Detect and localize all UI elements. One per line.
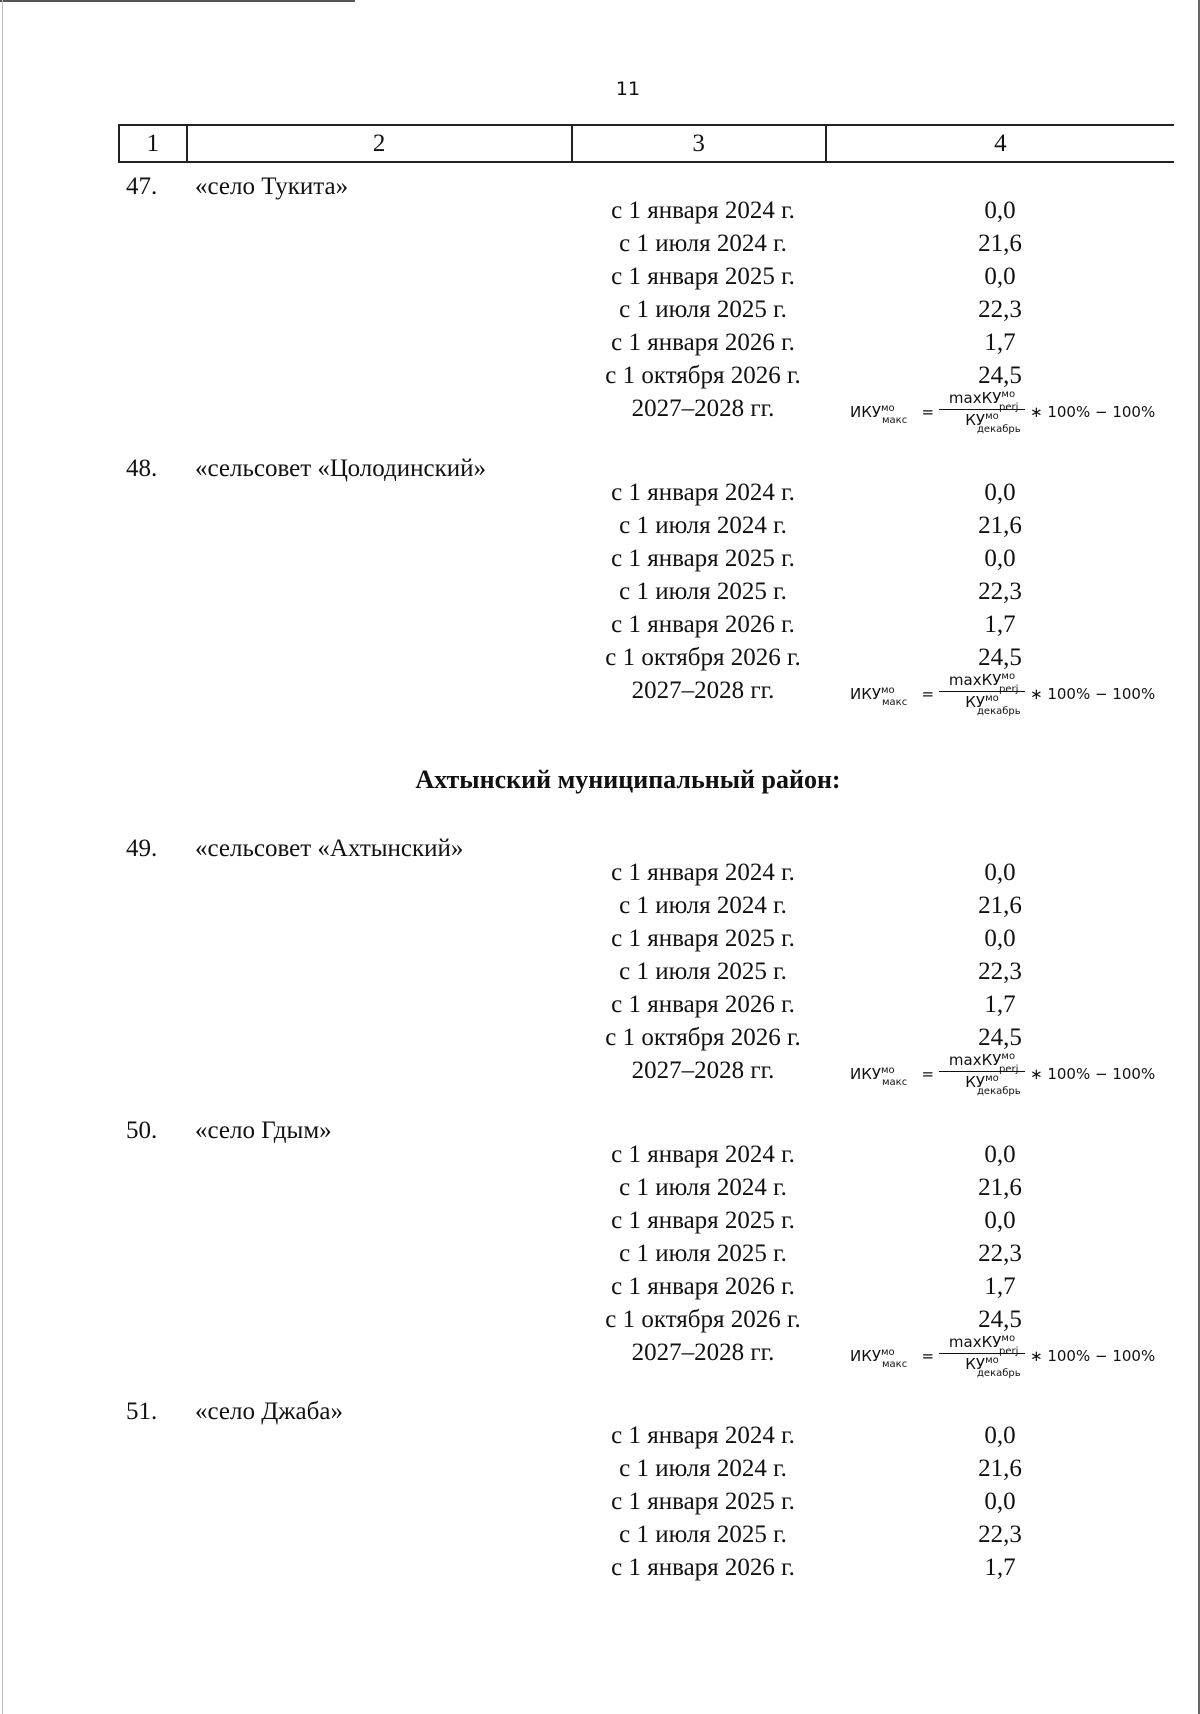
formula-num-sup: мо (1001, 389, 1016, 400)
formula-denominator (937, 1072, 1027, 1097)
formula-lhs (850, 403, 935, 426)
row-value: 24,5 (978, 362, 1022, 389)
formula-rhs: ∗ 100% − 100% (1030, 1065, 1156, 1083)
row-value: 0,0 (984, 263, 1016, 290)
entry-name: «село Джаба» (195, 1398, 343, 1425)
formula-lhs (850, 1065, 935, 1088)
row-value: 0,0 (984, 479, 1016, 506)
entry-rows (0, 856, 1200, 1100)
formula-num-main: maxКУ (948, 671, 1002, 689)
formula-numerator (937, 1331, 1027, 1357)
formula-equals: = (921, 1065, 935, 1083)
row-date: с 1 июля 2024 г. (619, 512, 787, 539)
rate-row (0, 608, 1200, 641)
formula-num-sub: perj (999, 402, 1019, 413)
formula-lhs-sup: мо (881, 685, 895, 696)
row-date: с 1 октября 2026 г. (605, 644, 801, 671)
rate-row (0, 1452, 1200, 1485)
row-date: с 1 октября 2026 г. (605, 1306, 801, 1333)
entry-rows (0, 476, 1200, 720)
formula-row (0, 389, 1200, 438)
section-title: Ахтынский муниципальный район: (415, 765, 841, 794)
entry-number: 49. (126, 835, 158, 862)
formula-den-sub: декабрь (977, 424, 1021, 435)
formula-den-sup: мо (985, 1355, 999, 1366)
formula-equals: = (921, 1347, 935, 1365)
formula-num-sup: мо (1001, 671, 1016, 682)
row-value: 1,7 (984, 1273, 1016, 1300)
formula-rhs: ∗ 100% − 100% (1030, 1347, 1156, 1365)
rate-row (0, 509, 1200, 542)
formula-den-sup: мо (985, 693, 999, 704)
formula-den-sub: декабрь (977, 1368, 1021, 1379)
page-number: 11 (615, 78, 641, 100)
formula-equals: = (921, 403, 935, 421)
formula-lhs-sup: мо (881, 1347, 895, 1358)
row-value: 21,6 (978, 512, 1022, 539)
column-header-2: 2 (187, 125, 572, 162)
iku-formula (850, 1049, 1170, 1097)
rate-row (0, 889, 1200, 922)
row-value: 1,7 (984, 611, 1016, 638)
rate-row (0, 194, 1200, 227)
row-date: с 1 января 2024 г. (611, 859, 795, 886)
formula-lhs-main: ИКУ (850, 1065, 882, 1083)
row-value: 0,0 (984, 197, 1016, 224)
formula-den-main: КУ (965, 1073, 986, 1091)
row-value: 0,0 (984, 545, 1016, 572)
rate-row (0, 293, 1200, 326)
rate-row (0, 1419, 1200, 1452)
row-date: с 1 января 2025 г. (611, 1207, 795, 1234)
row-value: 21,6 (978, 230, 1022, 257)
row-value: 21,6 (978, 892, 1022, 919)
rate-row (0, 856, 1200, 889)
row-value: 0,0 (984, 925, 1016, 952)
formula-fraction (937, 1331, 1027, 1379)
formula-numerator (937, 669, 1027, 695)
row-value: 1,7 (984, 991, 1016, 1018)
formula-num-sup: мо (1001, 1051, 1016, 1062)
row-value: 22,3 (978, 1521, 1022, 1548)
formula-den-main: КУ (965, 693, 986, 711)
row-value: 1,7 (984, 329, 1016, 356)
row-date: с 1 июля 2024 г. (619, 1174, 787, 1201)
formula-lhs-sup: мо (881, 403, 895, 414)
formula-lhs-main: ИКУ (850, 685, 882, 703)
formula-denominator (937, 410, 1027, 435)
rate-row (0, 1171, 1200, 1204)
rate-row (0, 1270, 1200, 1303)
scan-edge-top (0, 0, 355, 2)
rate-row (0, 988, 1200, 1021)
row-date: с 1 июля 2024 г. (619, 892, 787, 919)
row-date: с 1 октября 2026 г. (605, 1024, 801, 1051)
row-period: 2027–2028 гг. (631, 1339, 775, 1366)
formula-rhs: ∗ 100% − 100% (1030, 685, 1156, 703)
column-header-3: 3 (572, 125, 826, 162)
entry-name: «село Гдым» (195, 1117, 332, 1144)
row-value: 1,7 (984, 1554, 1016, 1581)
rate-row (0, 1204, 1200, 1237)
row-date: с 1 января 2024 г. (611, 1141, 795, 1168)
entry-number: 51. (126, 1398, 158, 1425)
formula-equals: = (921, 685, 935, 703)
formula-row (0, 1333, 1200, 1382)
formula-den-sub: декабрь (977, 1086, 1021, 1097)
row-value: 22,3 (978, 296, 1022, 323)
entry-name: «село Тукита» (195, 173, 349, 200)
formula-num-sup: мо (1001, 1333, 1016, 1344)
row-period: 2027–2028 гг. (631, 677, 775, 704)
formula-num-sub: perj (999, 684, 1019, 695)
formula-row (0, 1051, 1200, 1100)
formula-lhs-sub: макс (882, 415, 908, 426)
formula-den-main: КУ (965, 1355, 986, 1373)
formula-fraction (937, 1049, 1027, 1097)
entry-number: 50. (126, 1117, 158, 1144)
rate-row (0, 1518, 1200, 1551)
iku-formula (850, 387, 1170, 435)
formula-fraction (937, 387, 1027, 435)
rate-row (0, 1237, 1200, 1270)
rate-row (0, 227, 1200, 260)
formula-num-main: maxКУ (948, 389, 1002, 407)
row-date: с 1 января 2025 г. (611, 1488, 795, 1515)
formula-lhs-main: ИКУ (850, 1347, 882, 1365)
entry-number: 47. (126, 173, 158, 200)
formula-num-sub: perj (999, 1064, 1019, 1075)
rate-row (0, 1485, 1200, 1518)
row-value: 22,3 (978, 578, 1022, 605)
row-value: 0,0 (984, 1207, 1016, 1234)
row-value: 21,6 (978, 1174, 1022, 1201)
row-value: 0,0 (984, 1141, 1016, 1168)
row-period: 2027–2028 гг. (631, 1057, 775, 1084)
column-header-4: 4 (826, 125, 1174, 162)
row-date: с 1 января 2026 г. (611, 329, 795, 356)
row-date: с 1 июля 2025 г. (619, 578, 787, 605)
row-value: 24,5 (978, 1306, 1022, 1333)
rate-row (0, 476, 1200, 509)
row-date: с 1 января 2024 г. (611, 197, 795, 224)
formula-num-main: maxКУ (948, 1333, 1002, 1351)
formula-den-main: КУ (965, 411, 986, 429)
row-value: 0,0 (984, 1422, 1016, 1449)
entry-rows (0, 1419, 1200, 1584)
rate-row (0, 1551, 1200, 1584)
formula-denominator (937, 1354, 1027, 1379)
row-value: 24,5 (978, 644, 1022, 671)
row-date: с 1 июля 2025 г. (619, 296, 787, 323)
formula-lhs-sub: макс (882, 697, 908, 708)
row-date: с 1 января 2024 г. (611, 479, 795, 506)
entry-rows (0, 1138, 1200, 1382)
formula-num-main: maxКУ (948, 1051, 1002, 1069)
formula-num-sub: perj (999, 1346, 1019, 1357)
column-header-table (118, 124, 1174, 163)
formula-lhs (850, 685, 935, 708)
rate-row (0, 955, 1200, 988)
iku-formula (850, 669, 1170, 717)
row-date: с 1 января 2026 г. (611, 1554, 795, 1581)
row-date: с 1 июля 2025 г. (619, 1521, 787, 1548)
formula-lhs-sub: макс (882, 1359, 908, 1370)
rate-row (0, 326, 1200, 359)
row-period: 2027–2028 гг. (631, 395, 775, 422)
row-date: с 1 января 2024 г. (611, 1422, 795, 1449)
iku-formula (850, 1331, 1170, 1379)
formula-lhs (850, 1347, 935, 1370)
formula-fraction (937, 669, 1027, 717)
row-date: с 1 января 2025 г. (611, 263, 795, 290)
formula-den-sup: мо (985, 411, 999, 422)
row-date: с 1 июля 2024 г. (619, 230, 787, 257)
row-value: 22,3 (978, 958, 1022, 985)
row-value: 24,5 (978, 1024, 1022, 1051)
row-value: 22,3 (978, 1240, 1022, 1267)
row-date: с 1 июля 2024 г. (619, 1455, 787, 1482)
row-date: с 1 января 2026 г. (611, 611, 795, 638)
formula-rhs: ∗ 100% − 100% (1030, 403, 1156, 421)
formula-den-sub: декабрь (977, 706, 1021, 717)
row-date: с 1 июля 2025 г. (619, 958, 787, 985)
row-value: 21,6 (978, 1455, 1022, 1482)
entry-number: 48. (126, 455, 158, 482)
row-date: с 1 июля 2025 г. (619, 1240, 787, 1267)
row-date: с 1 января 2026 г. (611, 1273, 795, 1300)
row-value: 0,0 (984, 859, 1016, 886)
rate-row (0, 542, 1200, 575)
rate-row (0, 260, 1200, 293)
entry-name: «сельсовет «Ахтынский» (195, 835, 464, 862)
rate-row (0, 922, 1200, 955)
column-header-1: 1 (119, 125, 187, 162)
formula-numerator (937, 1049, 1027, 1075)
formula-lhs-main: ИКУ (850, 403, 882, 421)
row-date: с 1 октября 2026 г. (605, 362, 801, 389)
formula-lhs-sup: мо (881, 1065, 895, 1076)
row-date: с 1 января 2025 г. (611, 925, 795, 952)
entry-rows (0, 194, 1200, 438)
formula-row (0, 671, 1200, 720)
row-value: 0,0 (984, 1488, 1016, 1515)
formula-numerator (937, 387, 1027, 413)
row-date: с 1 января 2026 г. (611, 991, 795, 1018)
rate-row (0, 575, 1200, 608)
entry-name: «сельсовет «Цолодинский» (195, 455, 487, 482)
row-date: с 1 января 2025 г. (611, 545, 795, 572)
formula-lhs-sub: макс (882, 1077, 908, 1088)
formula-denominator (937, 692, 1027, 717)
formula-den-sup: мо (985, 1073, 999, 1084)
rate-row (0, 1138, 1200, 1171)
